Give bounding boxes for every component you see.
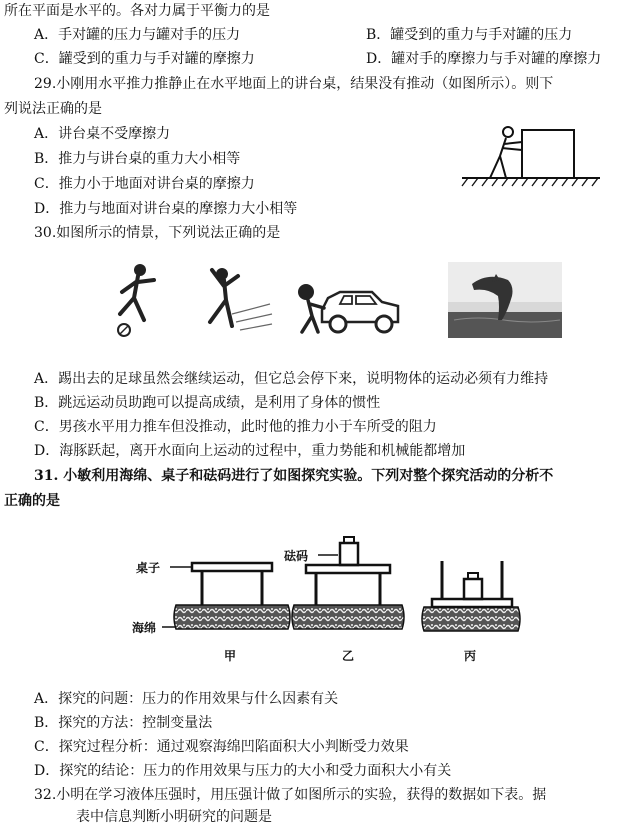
q31-option-d: D．探究的结论：压力的作用效果与压力的大小和受力面积大小有关 (34, 763, 452, 779)
q30-option-b: B．跳远运动员助跑可以提高成绩，是利用了身体的惯性 (34, 395, 381, 411)
q28-option-a: A．手对罐的压力与罐对手的压力 (34, 27, 241, 43)
q30-option-d: D．海豚跃起，离开水面向上运动的过程中，重力势能和机械能都增加 (34, 443, 466, 459)
dolphin-jump-figure (448, 262, 562, 338)
q31-stem-line2: 正确的是 (4, 493, 60, 509)
boy-pushing-car-figure (292, 270, 402, 338)
football-kick-figure (108, 262, 168, 340)
q28-option-d: D．罐对手的摩擦力与手对罐的摩擦力 (366, 51, 602, 67)
q29-option-c: C．推力小于地面对讲台桌的摩擦力 (34, 176, 255, 192)
q32-stem-line2: 表中信息判断小明研究的问题是 (76, 809, 272, 825)
q28-option-b: B．罐受到的重力与手对罐的压力 (366, 27, 573, 43)
q30-option-c: C．男孩水平用力推车但没推动，此时他的推力小于车所受的阻力 (34, 419, 437, 435)
label-bing: 丙 (464, 649, 477, 663)
q30-stem: 30.如图所示的情景，下列说法正确的是 (34, 225, 281, 241)
long-jump-figure (192, 264, 274, 336)
q31-option-c: C．探究过程分析：通过观察海绵凹陷面积大小判断受力效果 (34, 739, 409, 755)
q32-stem-line1: 32.小明在学习液体压强时，用压强计做了如图所示的实验，获得的数据如下表。据 (34, 787, 547, 803)
q31-stem-line1: 31. 小敏利用海绵、桌子和砝码进行了如图探究实验。下列对整个探究活动的分析不 (34, 468, 554, 484)
label-yi: 乙 (342, 649, 355, 663)
q30-option-a: A．踢出去的足球虽然会继续运动，但它总会停下来，说明物体的运动必须有力维持 (34, 371, 549, 387)
push-desk-figure (458, 118, 604, 190)
label-sponge: 海绵 (132, 621, 157, 635)
q31-option-a: A．探究的问题：压力的作用效果与什么因素有关 (34, 691, 339, 707)
label-table: 桌子 (136, 561, 161, 575)
q29-option-b: B．推力与讲台桌的重力大小相等 (34, 151, 241, 167)
q31-option-b: B．探究的方法：控制变量法 (34, 715, 213, 731)
sponge-experiment-figure (130, 535, 530, 675)
label-jia: 甲 (224, 649, 237, 663)
q29-stem-line2: 列说法正确的是 (4, 101, 102, 117)
q28-stem-tail: 所在平面是水平的。各对力属于平衡力的是 (4, 3, 270, 19)
q28-option-c: C．罐受到的重力与手对罐的摩擦力 (34, 51, 255, 67)
q29-option-a: A．讲台桌不受摩擦力 (34, 126, 171, 142)
label-weight: 砝码 (284, 549, 309, 563)
q29-stem-line1: 29.小刚用水平推力推静止在水平地面上的讲台桌，结果没有推动（如图所示）。则下 (34, 76, 554, 92)
q29-option-d: D．推力与地面对讲台桌的摩擦力大小相等 (34, 201, 298, 217)
